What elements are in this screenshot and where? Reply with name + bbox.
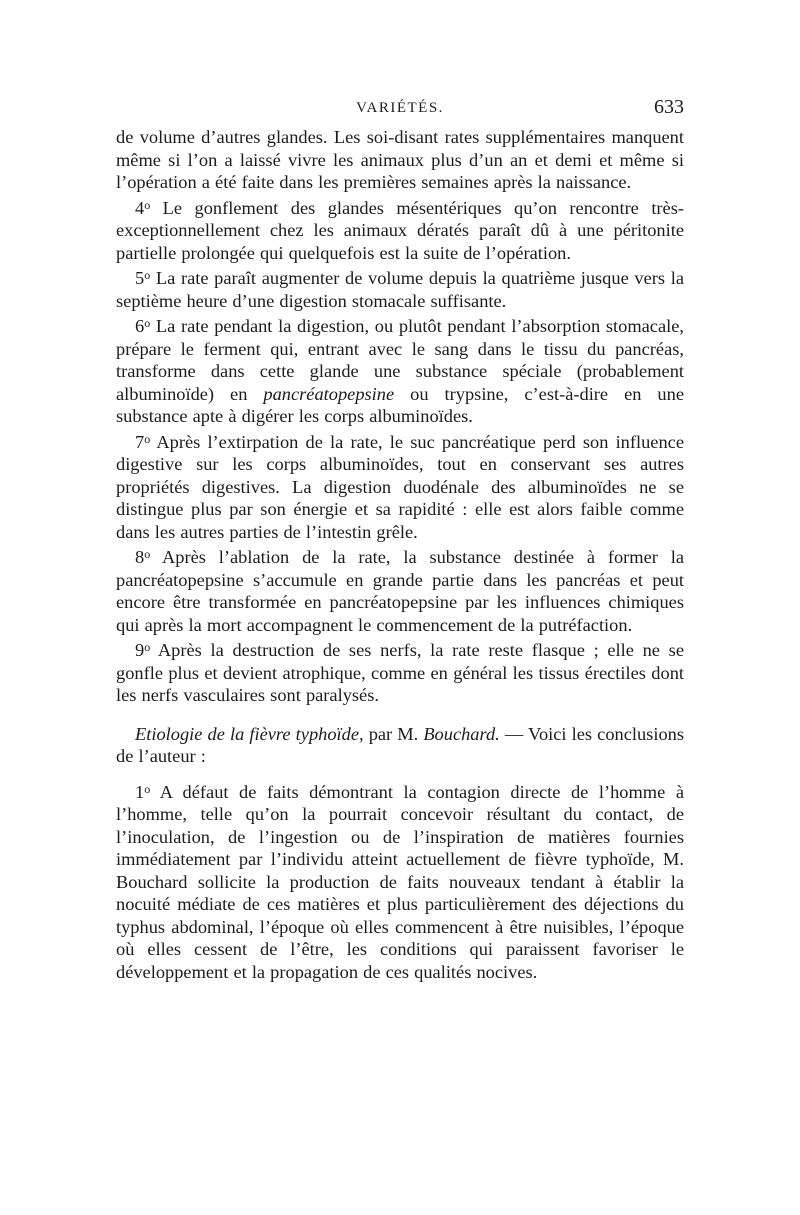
paragraph-7 [116, 428, 684, 544]
paragraph-text: Après l’ablation de la rate, la substance destinée à former la pancréatopepsine s’accumule en grande partie dans les pancréas et peut encore être transformée en pancréatopepsine par les influences chimiques qui après la mort accompagnent le commencement de la putréfaction. [116, 547, 684, 635]
paragraph-6 [116, 312, 684, 428]
ordinal-marker: o [144, 316, 151, 330]
paragraph-text: ou trypsine, c’est-à-dire en une substance apte à digérer les corps albuminoïdes. [116, 383, 684, 426]
ordinal-marker: o [144, 781, 151, 796]
item-number: 6 [135, 316, 145, 336]
paragraph-text: A défaut de faits démontrant la contagion directe de l’homme à l’homme, telle qu’on la pourrait concevoir résultant du contact, de l’inoculation, de l’ingestion ou de l’inspiration de matières fournies immédiatement par l’individu atteint actuellement de fièvre typhoïde, M. Bouchard sollicite la production de faits nouveaux tendant à établir la nocuité médiate de ces matières et plus particulièrement des déjections du typhus abdominal, l’époque où elles commencent à être nuisibles, l’époque où elles cessent de l’être, les conditions qui paraissent favoriser le développement et la propagation de ces qualités nocives. [116, 781, 684, 982]
paragraph-continuation [116, 126, 684, 194]
item-number: 7 [135, 431, 145, 452]
ordinal-marker: o [144, 268, 151, 282]
section-heading [116, 723, 684, 768]
byline-text: par M. [363, 723, 424, 744]
book-page [116, 96, 684, 983]
section-title: Etiologie de la fièvre typhoïde, [135, 723, 364, 744]
section-spacer [116, 768, 684, 778]
running-head [116, 96, 684, 124]
paragraph-text: La rate pendant la digestion, ou plutôt pendant l’absorption stomacale, prépare le ferment qui, entrant avec le sang dans le tissu du pancréas, transforme dans cette glande une substance spéciale (probablement albuminoïde) en [116, 316, 684, 404]
section-spacer [116, 707, 684, 723]
paragraph-text: Après la destruction de ses nerfs, la rate reste flasque ; elle ne se gonfle plus et devient atrophique, comme en général les tissus érectiles dont les nerfs vasculaires sont paralysés. [116, 640, 684, 705]
paragraph-8 [116, 543, 684, 636]
ordinal-marker: o [144, 431, 151, 446]
paragraph-text: de volume d’autres glandes. Les soi-disant rates supplémentaires manquent même si l’on a laissé vivre les animaux plus d’un an et demi et même si l’opération a été faite dans les premières semaines après la naissance. [116, 127, 684, 192]
item-number: 1 [135, 781, 145, 802]
paragraph-5 [116, 264, 684, 312]
ordinal-marker: o [144, 547, 151, 561]
item-number: 9 [135, 640, 145, 660]
page-number: 633 [654, 96, 684, 118]
paragraph-4 [116, 194, 684, 265]
author-name: Bouchard. [423, 723, 500, 744]
ordinal-marker: o [144, 197, 151, 212]
item-number: 5 [135, 268, 145, 288]
conclusion-1 [116, 778, 684, 984]
item-number: 4 [135, 197, 145, 218]
ordinal-marker: o [144, 640, 151, 654]
italic-term: pancréatopepsine [263, 383, 395, 404]
paragraph-text: La rate paraît augmenter de volume depuis la quatrième jusque vers la septième heure d’une digestion stomacale suffisante. [116, 268, 684, 311]
section-intro: — Voici les conclusions de l’auteur : [116, 723, 684, 766]
item-number: 8 [135, 547, 145, 567]
paragraph-9 [116, 636, 684, 707]
paragraph-text: Après l’extirpation de la rate, le suc pancréatique perd son influence digestive sur les corps albuminoïdes, tout en conservant ses autres propriétés digestives. La digestion duodénale des albuminoïdes ne se distingue plus par son énergie et sa rapidité : elle est alors faible comme dans les autres parties de l’intestin grêle. [116, 431, 684, 542]
paragraph-text: Le gonflement des glandes mésentériques qu’on rencontre très-exceptionnellement chez les animaux dératés paraît dû à une péritonite partielle prolongée qui quelquefois est la suite de l’opération. [116, 197, 684, 263]
page-body [116, 126, 684, 983]
running-title: VARIÉTÉS. [356, 100, 444, 116]
